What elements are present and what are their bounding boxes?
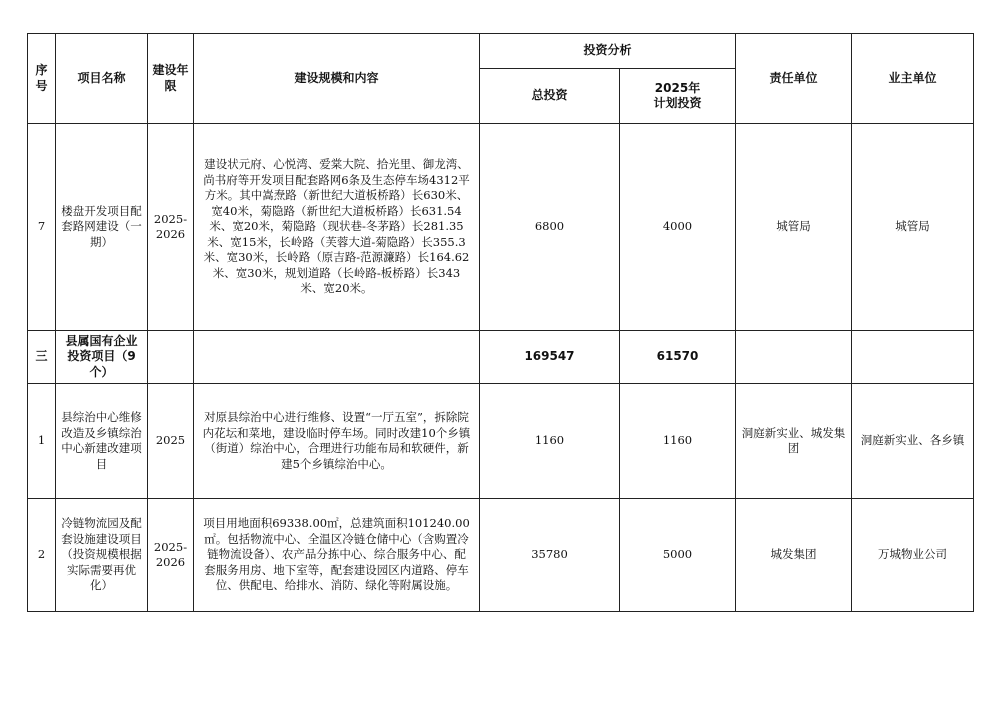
row-total: 6800 (480, 124, 620, 331)
section-period (148, 331, 194, 384)
section-total: 169547 (480, 331, 620, 384)
row-plan: 5000 (620, 499, 736, 612)
row-seq: 2 (28, 499, 56, 612)
row-resp: 城发集团 (736, 499, 852, 612)
row-total: 1160 (480, 384, 620, 499)
header-invest: 投资分析 (480, 34, 736, 69)
header-name: 项目名称 (56, 34, 148, 124)
header-plan-year: 2025年 (654, 80, 701, 95)
section-owner (852, 331, 974, 384)
section-scope (194, 331, 480, 384)
row-period: 2025-2026 (148, 499, 194, 612)
header-owner: 业主单位 (852, 34, 974, 124)
table-row (28, 499, 974, 612)
header-total: 总投资 (480, 69, 620, 124)
row-plan: 4000 (620, 124, 736, 331)
row-seq: 7 (28, 124, 56, 331)
row-owner: 万城物业公司 (852, 499, 974, 612)
section-resp (736, 331, 852, 384)
header-resp: 责任单位 (736, 34, 852, 124)
row-owner: 城管局 (852, 124, 974, 331)
row-total: 35780 (480, 499, 620, 612)
header-row-1 (28, 34, 974, 69)
row-plan: 1160 (620, 384, 736, 499)
row-seq: 1 (28, 384, 56, 499)
row-scope: 建设状元府、心悦湾、爱棠大院、拾光里、御龙湾、尚书府等开发项目配套路网6条及生态停车场4312平方米。其中嵩焘路（新世纪大道板桥路）长630米、宽40米，菊隐路（新世纪大道板桥路）长631.54米、宽20米，菊隐路（现状巷-冬茅路）长281.35米、宽15米，长岭路（芙蓉大道-菊隐路）长355.3米、宽30米，长岭路（原吉路-范源濂路）长164.62米、宽30米，规划道路（长岭路-板桥路）长343米、宽20米。 (194, 124, 480, 331)
table-row (28, 124, 974, 331)
section-seq: 三 (28, 331, 56, 384)
header-scope: 建设规模和内容 (194, 34, 480, 124)
header-plan (620, 69, 736, 124)
section-row (28, 331, 974, 384)
section-plan: 61570 (620, 331, 736, 384)
row-name: 楼盘开发项目配套路网建设（一期） (56, 124, 148, 331)
row-name: 冷链物流园及配套设施建设项目（投资规模根据实际需要再优化） (56, 499, 148, 612)
table-row (28, 384, 974, 499)
row-scope: 对原县综治中心进行维修、设置“一厅五室”，拆除院内花坛和菜地，建设临时停车场。同时改建10个乡镇（街道）综治中心，合理进行功能布局和软硬件，新建5个乡镇综治中心。 (194, 384, 480, 499)
row-scope: 项目用地面积69338.00㎡，总建筑面积101240.00㎡。包括物流中心、全温区冷链仓储中心（含购置冷链物流设备）、农产品分拣中心、综合服务中心、配套服务用房、地下室等，配套建设园区内道路、停车位、供配电、给排水、消防、绿化等附属设施。 (194, 499, 480, 612)
investment-table (27, 33, 974, 612)
row-owner: 洞庭新实业、各乡镇 (852, 384, 974, 499)
row-resp: 洞庭新实业、城发集团 (736, 384, 852, 499)
header-plan-label: 计划投资 (653, 96, 702, 110)
row-resp: 城管局 (736, 124, 852, 331)
row-period: 2025 (148, 384, 194, 499)
row-name: 县综治中心维修改造及乡镇综治中心新建改建项目 (56, 384, 148, 499)
row-period: 2025-2026 (148, 124, 194, 331)
header-period: 建设年限 (148, 34, 194, 124)
header-seq: 序号 (28, 34, 56, 124)
section-name: 县属国有企业投资项目（9个） (56, 331, 148, 384)
